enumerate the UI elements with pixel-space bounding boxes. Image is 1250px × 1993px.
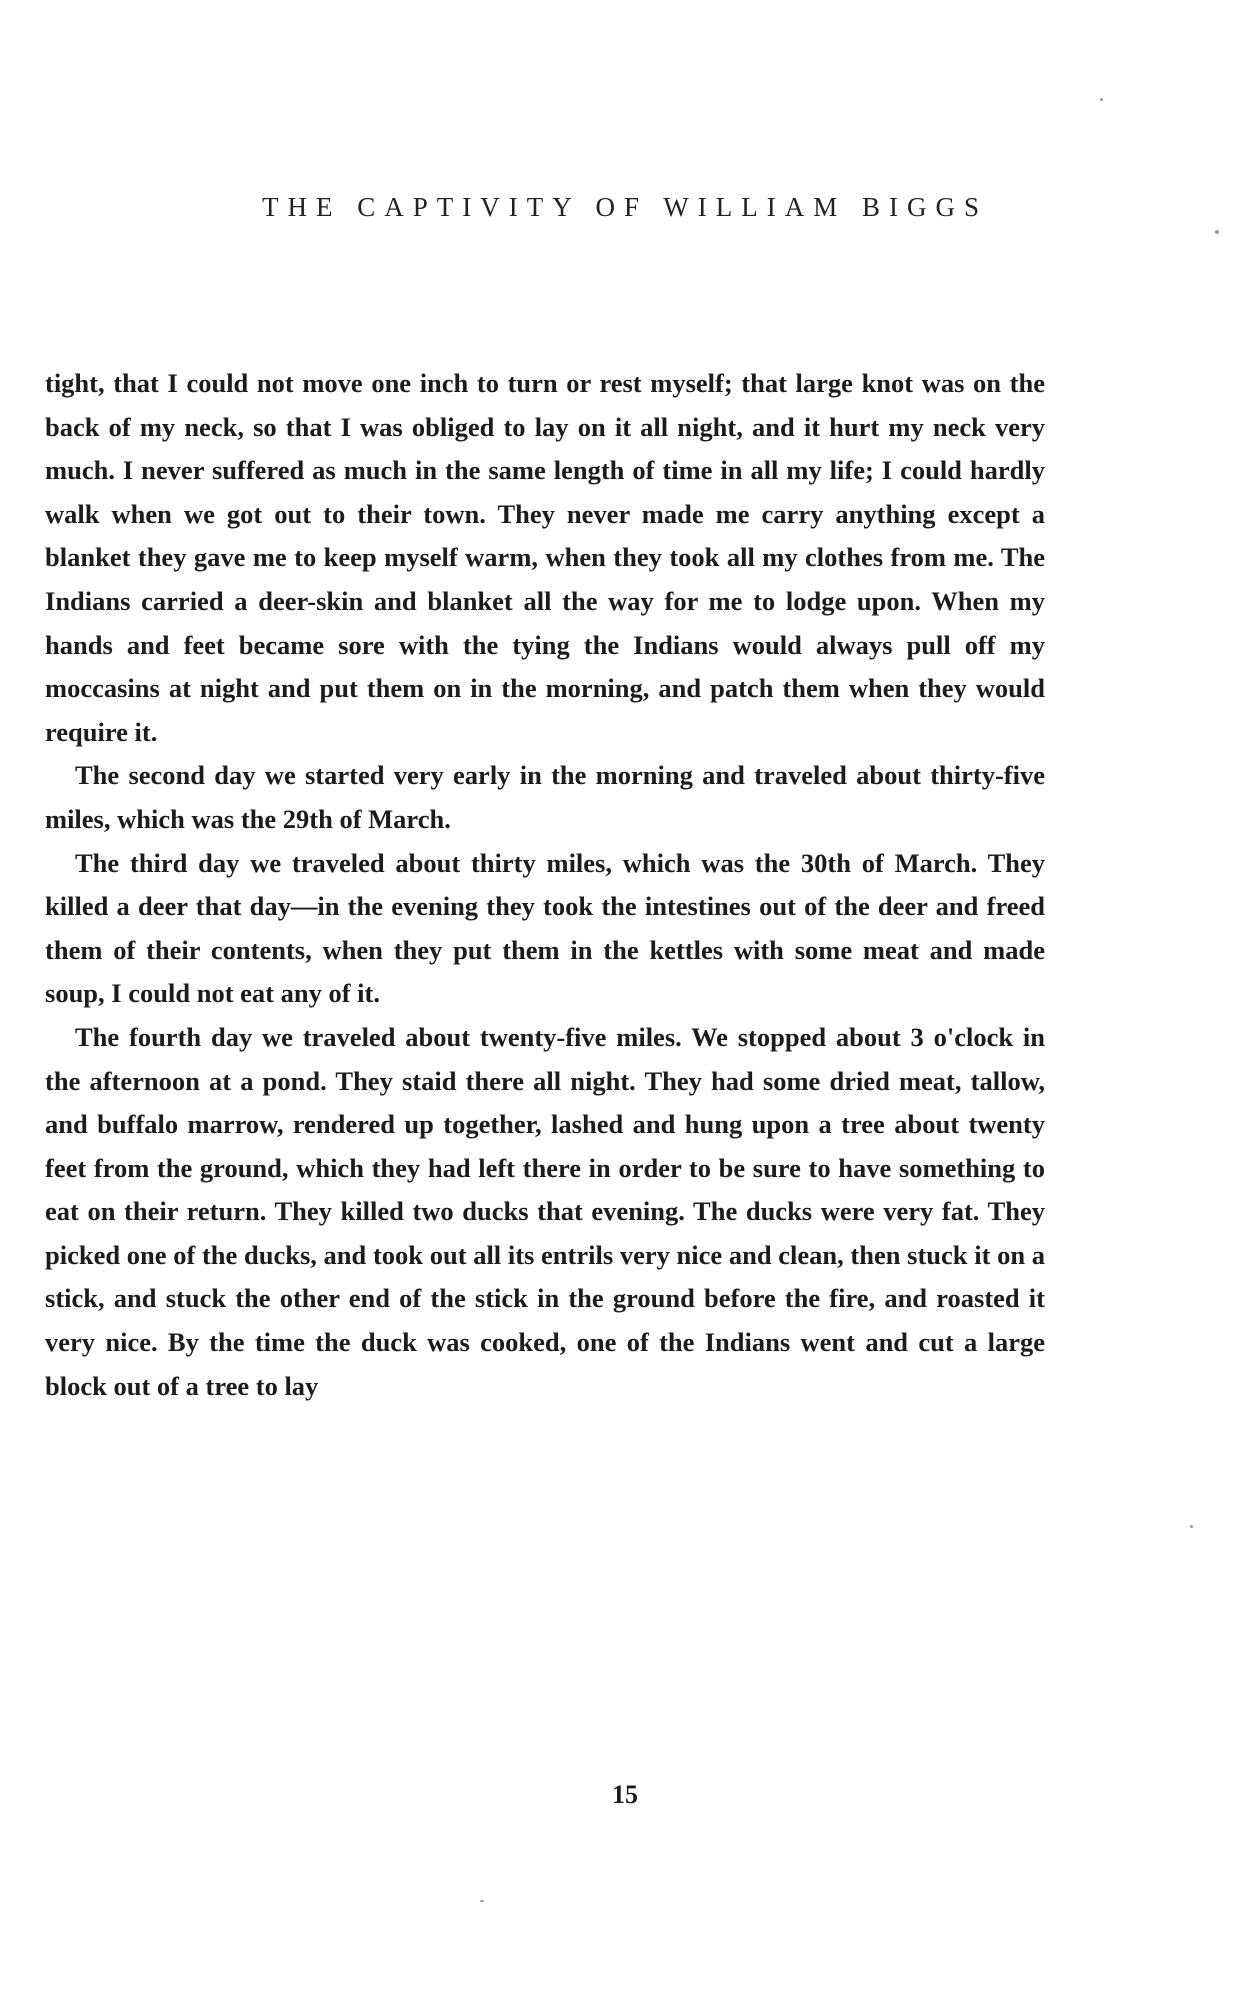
page-body — [45, 362, 1045, 1408]
scan-speck — [480, 1900, 484, 1902]
paragraph-4: The fourth day we traveled about twenty-five miles. We stopped about 3 o'clock in the afternoon at a pond. They staid there all night. They had some dried meat, tallow, and buffalo marrow, rendered up together, lashed and hung upon a tree about twenty feet from the ground, which they had left there in order to be sure to have something to eat on their return. They killed two ducks that evening. The ducks were very fat. They picked one of the ducks, and took out all its entrils very nice and clean, then stuck it on a stick, and stuck the other end of the stick in the ground before the fire, and roasted it very nice. By the time the duck was cooked, one of the Indians went and cut a large block out of a tree to lay — [45, 1021, 1045, 1401]
scan-speck — [1190, 1525, 1193, 1528]
paragraph-2: The second day we started very early in the morning and traveled about thirty-five miles, which was the 29th of March. — [45, 760, 1045, 834]
paragraph-1: tight, that I could not move one inch to turn or rest myself; that large knot was on the back of my neck, so that I was obliged to lay on it all night, and it hurt my neck very much. I never suffered as much in the same length of time in all my life; I could hardly walk when we got out to their town. They never made me carry anything except a blanket they gave me to keep myself warm, when they took all my clothes from me. The Indians carried a deer-skin and blanket all the way for me to lodge upon. When my hands and feet became sore with the tying the Indians would always pull off my moccasins at night and put them on in the morning, and patch them when they would require it. — [45, 368, 1045, 747]
scan-speck — [1100, 98, 1103, 101]
running-header: THE CAPTIVITY OF WILLIAM BIGGS — [262, 192, 988, 222]
scan-speck — [1215, 230, 1219, 234]
page-number: 15 — [612, 1780, 638, 1809]
paragraph-3: The third day we traveled about thirty miles, which was the 30th of March. They killed a deer that day—in the evening they took the intestines out of the deer and freed them of their contents, when they put them in the kettles with some meat and made soup, I could not eat any of it. — [45, 847, 1045, 1009]
